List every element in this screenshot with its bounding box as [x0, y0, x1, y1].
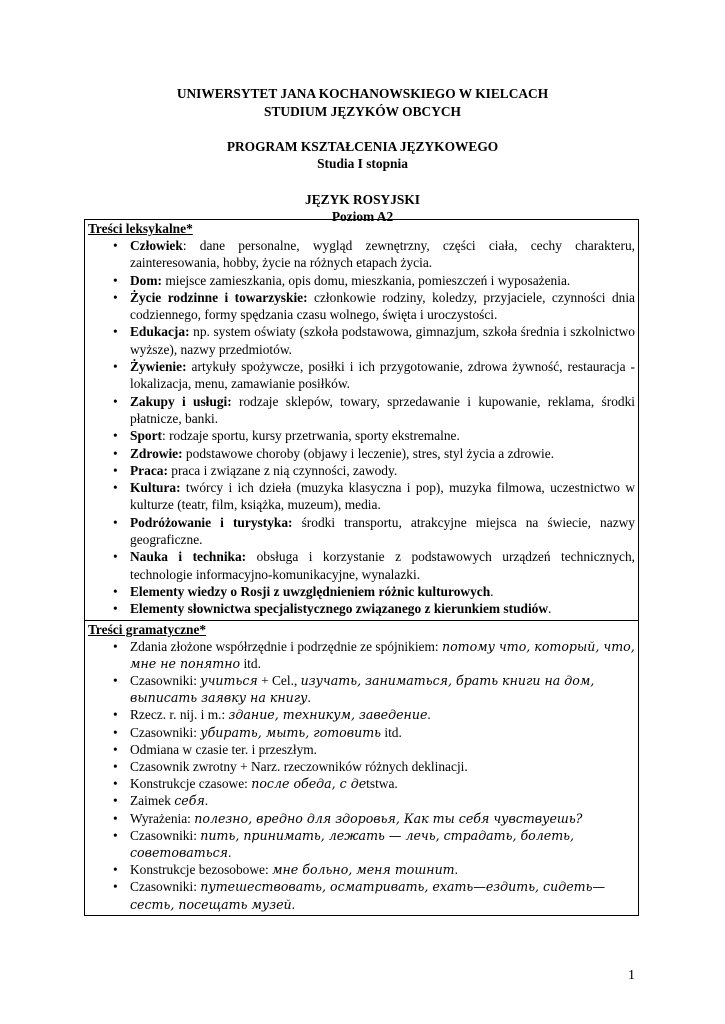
list-item	[88, 600, 635, 617]
item-text: członkowie rodziny, koledzy, przyjaciele, czynności dnia codziennego, formy spędzania czasu wolnego, święta i uroczystości.	[130, 289, 635, 323]
item-text: .	[548, 601, 552, 617]
list-item	[88, 323, 635, 358]
russian-text: изучать, заниматься, брать книги на дом, выписать заявку на книгу	[130, 672, 595, 706]
item-text: Zdania złożone współrzędnie i podrzędnie ze spójnikiem:	[130, 638, 442, 654]
russian-text: мне больно, меня тошнит	[272, 862, 455, 878]
russian-text: после обеда, с де	[251, 776, 367, 792]
item-term: Praca:	[130, 462, 168, 478]
grammar-heading: Treści gramatyczne*	[88, 621, 207, 637]
russian-text: полезно, вредно для здоровья, Как ты себя чувствуешь?	[194, 810, 583, 826]
studies-level: Studia I stopnia	[317, 156, 408, 172]
list-item	[88, 775, 635, 792]
list-item	[88, 878, 635, 912]
item-text: np. system oświaty (szkoła podstawowa, gimnazjum, szkoła średnia i szkolnictwo wyższe), nazwy przedmiotów.	[130, 324, 635, 357]
item-text: obsługa i korzystanie z podstawowych urządzeń technicznych, technologie informacyjno-komunikacyjne, wynalazki.	[130, 549, 636, 582]
list-item	[88, 514, 635, 549]
item-text: : rodzaje sportu, kursy przetrwania, sporty ekstremalne.	[162, 428, 460, 444]
item-text: rodzaje sklepów, towary, sprzedawanie i kupowanie, reklama, środki płatnicze, banki.	[130, 393, 636, 426]
item-text: praca i związane z nią czynności, zawody.	[167, 462, 398, 478]
list-item	[88, 583, 635, 600]
lexical-heading: Treści leksykalne*	[88, 221, 193, 236]
item-term: Życie rodzinne i towarzyskie:	[130, 289, 308, 305]
item-text: : dane personalne, wygląd zewnętrzny, części ciała, cechy charakteru, zainteresowania, hobby, życie na różnych etapach życia.	[130, 238, 635, 271]
item-term: Żywienie:	[130, 359, 187, 375]
russian-text: пить, принимать, лежать — лечь, страдать, болеть, советоваться	[130, 827, 575, 860]
item-term: Zakupy i usługi:	[130, 393, 232, 409]
grammar-list	[88, 638, 635, 913]
university-name: UNIWERSYTET JANA KOCHANOWSKIEGO W KIELCACH	[176, 86, 549, 101]
item-term: Człowiek	[130, 238, 183, 253]
russian-text: убирать, мыть, готовить	[200, 724, 381, 740]
item-term: Kultura:	[130, 480, 181, 496]
list-item	[88, 792, 635, 809]
item-term: Sport	[130, 428, 162, 444]
unit-name: STUDIUM JĘZYKÓW OBCYCH	[264, 103, 461, 119]
russian-text: путешествовать, осматривать, ехать—ездить, сидеть—сесть, посещать музей	[130, 879, 606, 912]
item-text: .	[454, 862, 458, 878]
item-text: Czasowniki:	[130, 724, 201, 740]
list-item	[88, 237, 635, 272]
list-item	[88, 724, 635, 741]
russian-text: здание, техникум, заведение	[228, 707, 428, 723]
list-item	[88, 393, 635, 428]
list-item	[88, 289, 635, 324]
list-item	[88, 462, 635, 479]
item-text: Konstrukcje bezosobowe:	[130, 862, 273, 878]
item-text: tstwa.	[366, 776, 398, 792]
list-item	[88, 706, 635, 723]
item-text: Wyrażenia:	[130, 810, 195, 826]
item-text: .	[490, 583, 494, 599]
item-text: .	[427, 707, 431, 723]
item-text: środki transportu, atrakcyjne miejsca na świecie, nazwy geograficzne.	[130, 514, 635, 548]
grammar-section	[85, 620, 638, 915]
item-term: Nauka i technika:	[130, 549, 247, 565]
item-text: miejsce zamieszkania, opis domu, mieszkania, pomieszczeń i wyposażenia.	[161, 272, 571, 288]
item-text: Rzecz. r. nij. i m.:	[130, 707, 229, 723]
item-text: Czasowniki:	[130, 827, 201, 843]
item-term: Elementy słownictwa specjalistycznego związanego z kierunkiem studiów	[130, 601, 549, 617]
item-text: Zaimek	[130, 793, 175, 809]
item-text: .	[307, 690, 311, 706]
list-item	[88, 479, 635, 514]
list-item	[88, 272, 635, 289]
list-item	[88, 672, 635, 706]
syllabus-table	[84, 219, 639, 916]
list-item	[88, 827, 635, 861]
item-term: Zdrowie:	[130, 445, 183, 461]
item-text: .	[227, 844, 232, 860]
list-item	[88, 861, 635, 878]
program-title: PROGRAM KSZTAŁCENIA JĘZYKOWEGO	[226, 138, 499, 154]
list-item	[88, 638, 635, 672]
language-level: Poziom A2	[331, 209, 394, 225]
item-text: itd.	[240, 655, 261, 671]
russian-text: учиться	[200, 672, 258, 688]
lexical-section	[85, 220, 638, 620]
item-term: Podróżowanie i turystyka:	[130, 514, 293, 530]
russian-text: себя	[174, 793, 205, 809]
document-header	[0, 85, 725, 226]
item-text: .	[204, 793, 209, 809]
list-item	[88, 758, 635, 775]
item-text: itd.	[381, 724, 402, 740]
list-item	[88, 741, 635, 758]
item-text: .	[291, 896, 296, 912]
item-term: Dom:	[130, 272, 162, 288]
item-text: Konstrukcje czasowe:	[130, 776, 252, 792]
item-term: Elementy wiedzy o Rosji z uwzględnieniem różnic kulturowych	[130, 583, 491, 599]
item-term: Edukacja:	[130, 324, 190, 340]
item-text: artykuły spożywcze, posiłki i ich przygotowanie, zdrowa żywność, restauracja - lokalizacja, menu, zamawianie posiłków.	[130, 359, 635, 392]
list-item	[88, 427, 635, 444]
russian-text: потому что, который, что, мне не понятно	[130, 638, 635, 671]
list-item	[88, 358, 635, 393]
item-text: + Cel.,	[257, 672, 301, 688]
list-item	[88, 548, 635, 583]
item-text: Odmiana w czasie ter. i przeszłym.	[130, 741, 318, 757]
item-text: Czasowniki:	[130, 879, 201, 895]
list-item	[88, 810, 635, 827]
item-text: twórcy i ich dzieła (muzyka klasyczna i pop), muzyka filmowa, uczestnictwo w kulturze (teatr, film, książka, muzeum), media.	[130, 480, 635, 513]
lexical-list	[88, 237, 635, 618]
item-text: Czasowniki:	[130, 672, 201, 688]
page-number: 1	[628, 968, 635, 983]
list-item	[88, 445, 635, 462]
language-title: JĘZYK ROSYJSKI	[305, 191, 420, 207]
item-text: podstawowe choroby (objawy i leczenie), stres, styl życia a zdrowie.	[182, 445, 555, 461]
item-text: Czasownik zwrotny + Narz. rzeczowników różnych deklinacji.	[130, 758, 468, 774]
